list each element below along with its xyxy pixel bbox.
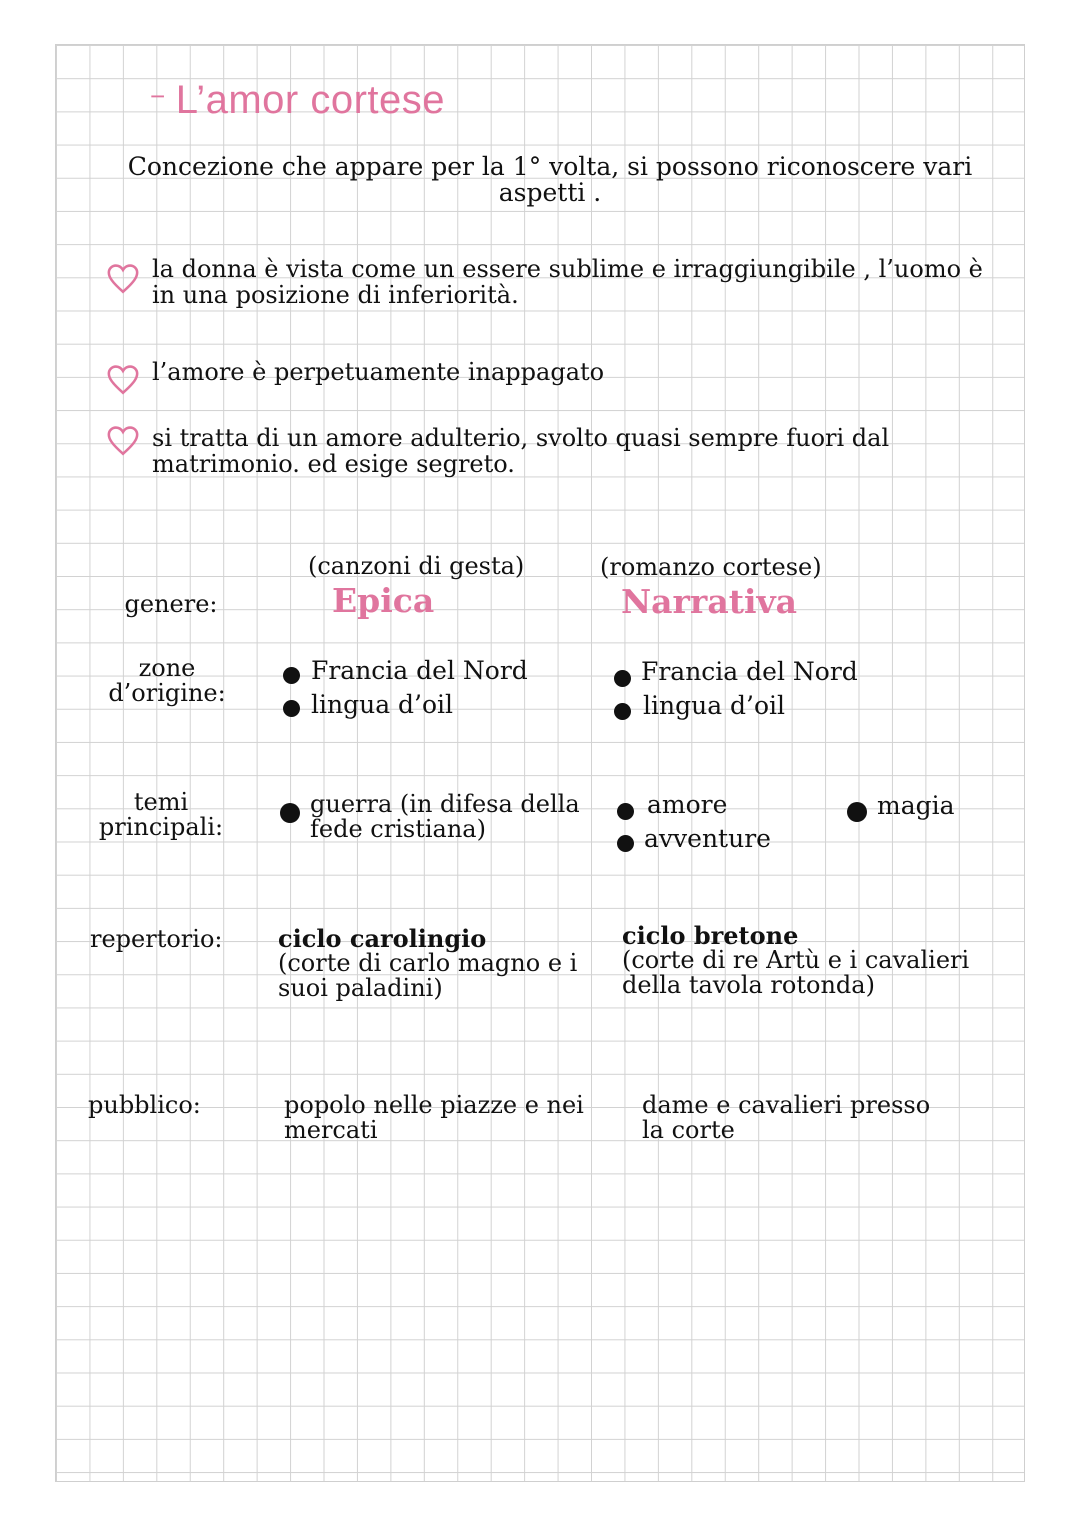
row-label-pubblico: pubblico: — [88, 1091, 201, 1119]
theme-item: magia — [877, 791, 955, 820]
genre-narrativa: Narrativa — [621, 582, 798, 621]
repertoire-cycle: ciclo bretone — [622, 921, 799, 950]
repertoire-narrativa — [622, 923, 1002, 998]
page-title — [150, 78, 445, 123]
heart-icon — [106, 363, 140, 397]
list-item: l’amore è perpetuamente inappagato — [152, 358, 605, 386]
repertoire-description: (corte di re Artù e i cavalieri della tavola rotonda) — [622, 946, 970, 999]
theme-item: amore — [647, 790, 728, 819]
title-dash: − — [150, 81, 166, 111]
row-label-zone: zone d’origine: — [108, 654, 226, 707]
title-text: L’amor cortese — [175, 78, 446, 122]
theme-item: avventure — [644, 824, 771, 853]
intro-text: Concezione che appare per la 1° volta, si possono riconoscere vari aspetti . — [127, 152, 973, 207]
bullet-dot — [847, 802, 867, 822]
repertoire-epica — [278, 926, 598, 1001]
bullet-dot — [280, 803, 300, 823]
row-label-genere: genere: — [124, 590, 218, 618]
row-label-temi: temi principali: — [98, 788, 224, 841]
bullet-dot — [614, 703, 631, 720]
bullet-dot — [614, 670, 631, 687]
column-subheader-narrativa: (romanzo cortese) — [600, 553, 822, 581]
column-subheader-epica: (canzoni di gesta) — [308, 552, 525, 580]
origin-item: lingua d’oil — [311, 690, 454, 719]
bullet-dot — [283, 667, 300, 684]
audience-narrativa: dame e cavalieri presso la corte — [642, 1091, 931, 1144]
genre-epica: Epica — [332, 581, 435, 620]
audience-epica: popolo nelle piazze e nei mercati — [284, 1091, 584, 1144]
bullet-dot — [617, 803, 634, 820]
bullet-dot — [283, 700, 300, 717]
origin-item: lingua d’oil — [643, 691, 786, 720]
row-label-repertorio: repertorio: — [90, 925, 223, 953]
origin-item: Francia del Nord — [641, 657, 858, 686]
repertoire-description: (corte di carlo magno e i suoi paladini) — [278, 949, 578, 1002]
theme-item: guerra (in difesa della fede cristiana) — [310, 790, 580, 843]
list-item: si tratta di un amore adulterio, svolto quasi sempre fuori dal matrimonio. ed esige segreto. — [152, 424, 890, 478]
list-item: la donna è vista come un essere sublime e irraggiungibile , l’uomo è in una posizione di inferiorità. — [152, 255, 983, 309]
heart-icon — [106, 262, 140, 296]
heart-icon — [106, 424, 140, 458]
bullet-dot — [617, 835, 634, 852]
origin-item: Francia del Nord — [311, 656, 528, 685]
repertoire-cycle: ciclo carolingio — [278, 924, 487, 953]
